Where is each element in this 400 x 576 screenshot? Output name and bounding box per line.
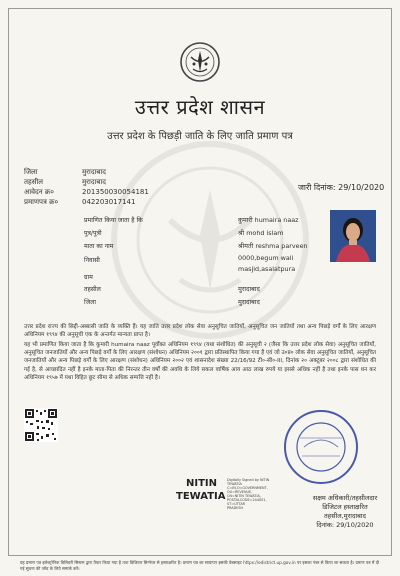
signer-name-last: TEWATIA xyxy=(176,491,226,502)
issue-date: जारी दिनांक: 29/10/2020 xyxy=(298,183,385,192)
meta-certificate-value: 042203017141 xyxy=(82,198,136,206)
meta-tehsil xyxy=(24,178,106,187)
father-value: श्री mohd islam xyxy=(238,229,284,237)
up-government-emblem-icon xyxy=(180,42,220,82)
digital-signature-line: OU=REVENUE, xyxy=(227,490,253,494)
applicant-photo-image xyxy=(330,210,376,262)
digital-signature-line: Digitally Signed by NITIN xyxy=(227,478,270,482)
digital-signature-line: POSTALCODE=244001, xyxy=(227,498,267,502)
meta-application-label: आवेदन क्र० xyxy=(24,188,54,196)
residence-label: निवासी xyxy=(84,257,100,264)
meta-certificate xyxy=(24,198,135,207)
digital-signature-line: C=IN,O=GOVERNMENT, xyxy=(227,486,268,490)
district-value: मुरादाबाद xyxy=(238,298,260,306)
meta-tehsil-value: मुरादाबाद xyxy=(82,178,106,186)
officer-office: तहसील,मुरादाबाद xyxy=(324,512,366,520)
meta-application-value: 201350030054181 xyxy=(82,188,149,196)
tehsil-value: मुरादाबाद xyxy=(238,285,260,293)
certification-paragraph: यह भी प्रमाणित किया जाता है कि कुमारी humaira naaz पूर्वोक्त अधिनियम १९९४ (यथा संशोधित) की अनुसूची २ (जैसा कि उत्तर प्रदेश लोक सेवा) अनुसूचित जातियों, अनुसूचित जनजातियों और अन्य पिछड़े वर्गों के लिए आरक्षण (संशोधन) अधिनियम २००१ द्वारा प्रतिस्थापित किया गया है एवं जो उ०प्र० लोक सेवा अनुसूचित जातियों, अनुसूचित जनजातियों और अन्य पिछड़े वर्गों के लिए आरक्षण (संशोधन) अधिनियम २००२ एवं शासनादेश संख्या 22/16/92 टी०-सी०-III, दिनांक २० अक्टूबर २००८ द्वारा संशोधित की गई है, से आच्छादित नहीं है इनके माता-पिता की निरन्तर तीन वर्षों की अवधि के लिये सकल वार्षिक आय आठ लाख रुपये या इससे अधिक नहीं है तथा इनके पास धन कर अधिनियम १९५७ में यथा विहित छूट सीमा से अधिक सम्पत्ति नहीं है। xyxy=(24,342,376,381)
official-seal-stamp xyxy=(282,408,360,486)
meta-district xyxy=(24,168,106,177)
footer-note: यह प्रमाण पत्र इलेक्ट्रॉनिक डिलिवरी सिस्टम द्वारा तैयार किया गया है तथा डिजिटल सिग्नेचर से हस्ताक्षरित है। प्रमाण पत्र का सत्यापन इसकी वेबसाइट https://edistrict.up.gov.in पर इसका नंबर से किया जा सकता है। प्रमाण पत्र में दी गई सूचना की जाँच के लिये सम्पर्क करें। xyxy=(20,560,379,571)
certify-value: कुमारी humaira naaz xyxy=(238,216,299,224)
signer-name-first: NITIN xyxy=(186,478,218,489)
meta-application xyxy=(24,188,149,197)
meta-district-value: मुरादाबाद xyxy=(82,168,106,176)
watermark-emblem xyxy=(110,140,310,340)
officer-date: दिनांक: 29/10/2020 xyxy=(316,521,374,529)
mother-label: माता का नाम xyxy=(84,243,114,250)
digital-signature-details xyxy=(227,478,269,510)
mother-value: श्रीमती reshma parveen xyxy=(238,242,308,250)
certify-label: प्रमाणित किया जाता है कि xyxy=(84,217,143,224)
digital-signature-line: ST=UTTAR xyxy=(227,502,246,506)
digital-signature-line: TEWATIA xyxy=(227,482,242,486)
page-title: उत्तर प्रदेश शासन xyxy=(134,95,266,119)
district-label: जिला xyxy=(84,299,96,306)
residence-value-2: masjid,asalatpura xyxy=(238,265,296,273)
meta-district-label: जिला xyxy=(24,168,38,176)
competent-officer-block xyxy=(300,494,390,530)
tehsil-label: तहसील xyxy=(84,286,101,293)
residence-value-1: 0000,begum wali xyxy=(238,254,294,262)
meta-tehsil-label: तहसील xyxy=(24,178,43,186)
meta-certificate-label: प्रमाणपत्र क्र० xyxy=(24,198,59,206)
officer-digital-signed: डिजिटल हस्ताक्षरित xyxy=(322,503,368,511)
digital-signature-line: CN=NITIN TEWATIA, xyxy=(227,494,261,498)
officer-designation: सक्षम अधिकारी/तहसीलदार xyxy=(312,494,378,502)
certificate-subtitle: उत्तर प्रदेश के पिछड़ी जाति के लिए जाति प्रमाण पत्र xyxy=(107,131,293,142)
village-label: ग्राम xyxy=(84,274,93,281)
father-label: पुत्र/पुत्री xyxy=(84,230,102,237)
digital-signature-line: PRADESH xyxy=(227,506,244,510)
qr-code-icon xyxy=(24,408,58,442)
applicant-photo xyxy=(330,210,376,262)
caste-paragraph: उत्तर प्रदेश राज्य की सिद्दी-अब्बासी जाति के व्यक्ति हैं। यह जाति उत्तर प्रदेश लोक सेवा अनुसूचित जातियों, अनुसूचित जन जातियों तथा अन्य पिछड़े वर्गों के लिए आरक्षण अधिनियम १९९४ की अनुसूची एक के अन्तर्गत मान्यता प्राप्त है। xyxy=(24,324,376,339)
